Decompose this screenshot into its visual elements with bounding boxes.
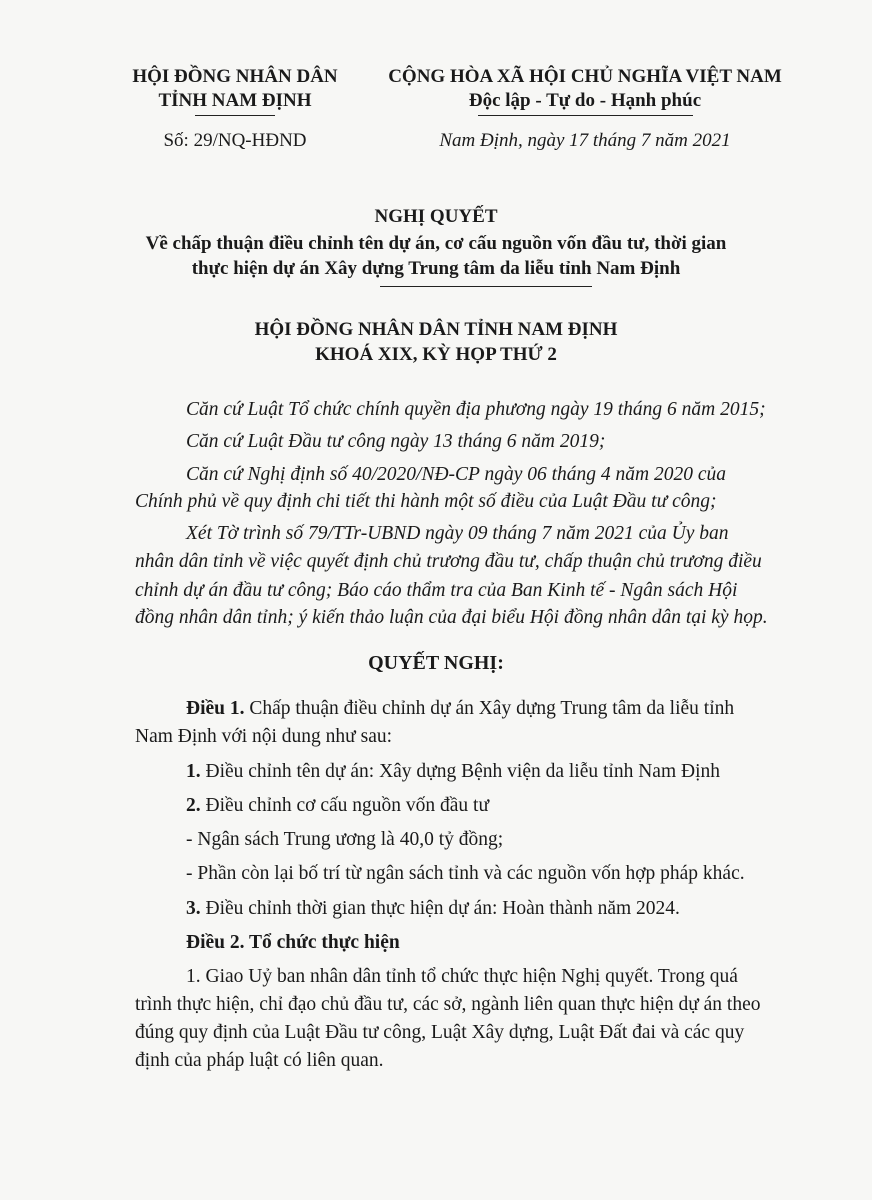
motto-underline bbox=[478, 115, 693, 116]
title-underline bbox=[380, 286, 592, 287]
bullet-central-budget: - Ngân sách Trung ương là 40,0 tỷ đồng; bbox=[186, 829, 504, 850]
title-line-1: Về chấp thuận điều chỉnh tên dự án, cơ cấu nguồn vốn đầu tư, thời gian bbox=[145, 233, 727, 254]
article-1-text-cont: Nam Định với nội dung như sau: bbox=[135, 726, 393, 747]
document-type: NGHỊ QUYẾT bbox=[374, 206, 498, 227]
basis-line: Xét Tờ trình số 79/TTr-UBND ngày 09 tháng 7 năm 2021 của Ủy ban bbox=[186, 523, 729, 544]
basis-line: Căn cứ Luật Đầu tư công ngày 13 tháng 6 năm 2019; bbox=[186, 431, 606, 452]
basis-line: nhân dân tỉnh về việc quyết định chủ trương đầu tư, chấp thuận chủ trương điều bbox=[135, 551, 762, 572]
document-number: Số: 29/NQ-HĐND bbox=[163, 130, 307, 151]
article-1-label: Điều 1. bbox=[186, 698, 245, 719]
article-2-para-line: đúng quy định của Luật Đầu tư công, Luật Xây dựng, Luật Đất đai và các quy bbox=[135, 1022, 745, 1043]
article-2-para-line: 1. Giao Uỷ ban nhân dân tỉnh tổ chức thực hiện Nghị quyết. Trong quá bbox=[186, 966, 738, 987]
article-2-para-line: trình thực hiện, chỉ đạo chủ đầu tư, các sở, ngành liên quan thực hiện dự án theo bbox=[135, 994, 761, 1015]
item-number: 3. bbox=[186, 898, 201, 919]
basis-line: Chính phủ về quy định chi tiết thi hành một số điều của Luật Đầu tư công; bbox=[135, 491, 717, 512]
article-1-intro bbox=[186, 698, 734, 720]
basis-line: Căn cứ Nghị định số 40/2020/NĐ-CP ngày 06 tháng 4 năm 2020 của bbox=[186, 464, 727, 485]
item-text: Điều chỉnh cơ cấu nguồn vốn đầu tư bbox=[200, 795, 490, 816]
title-line-2: thực hiện dự án Xây dựng Trung tâm da liễu tỉnh Nam Định bbox=[191, 258, 681, 279]
basis-line: đồng nhân dân tỉnh; ý kiến thảo luận của đại biểu Hội đồng nhân dân tại kỳ họp. bbox=[135, 607, 768, 628]
item-number: 1. bbox=[186, 761, 201, 782]
article-1-item-1 bbox=[186, 761, 720, 783]
place-date: Nam Định, ngày 17 tháng 7 năm 2021 bbox=[439, 130, 731, 151]
issuer-name: HỘI ĐỒNG NHÂN DÂN bbox=[132, 66, 338, 87]
article-1-text: Chấp thuận điều chỉnh dự án Xây dựng Trung tâm da liễu tỉnh bbox=[244, 698, 735, 719]
council-name: HỘI ĐỒNG NHÂN DÂN TỈNH NAM ĐỊNH bbox=[254, 319, 618, 340]
issuer-underline bbox=[195, 115, 275, 116]
item-text: Điều chỉnh thời gian thực hiện dự án: Hoàn thành năm 2024. bbox=[200, 898, 680, 919]
bullet-provincial-budget: - Phần còn lại bố trí từ ngân sách tỉnh và các nguồn vốn hợp pháp khác. bbox=[186, 863, 745, 884]
national-motto: Độc lập - Tự do - Hạnh phúc bbox=[468, 90, 702, 111]
item-number: 2. bbox=[186, 795, 201, 816]
basis-line: chỉnh dự án đầu tư công; Báo cáo thẩm tra của Ban Kinh tế - Ngân sách Hội bbox=[135, 580, 738, 601]
national-title: CỘNG HÒA XÃ HỘI CHỦ NGHĨA VIỆT NAM bbox=[388, 66, 782, 87]
article-1-item-2 bbox=[186, 795, 489, 817]
issuer-province: TỈNH NAM ĐỊNH bbox=[158, 90, 312, 111]
article-2-para-line: định của pháp luật có liên quan. bbox=[135, 1050, 384, 1071]
decision-heading: QUYẾT NGHỊ: bbox=[368, 652, 504, 674]
article-1-item-3 bbox=[186, 898, 680, 920]
basis-line: Căn cứ Luật Tổ chức chính quyền địa phương ngày 19 tháng 6 năm 2015; bbox=[186, 399, 766, 420]
item-text: Điều chỉnh tên dự án: Xây dựng Bệnh viện da liễu tỉnh Nam Định bbox=[200, 761, 720, 782]
council-session: KHOÁ XIX, KỲ HỌP THỨ 2 bbox=[315, 344, 557, 365]
article-2-heading: Điều 2. Tổ chức thực hiện bbox=[186, 932, 400, 953]
